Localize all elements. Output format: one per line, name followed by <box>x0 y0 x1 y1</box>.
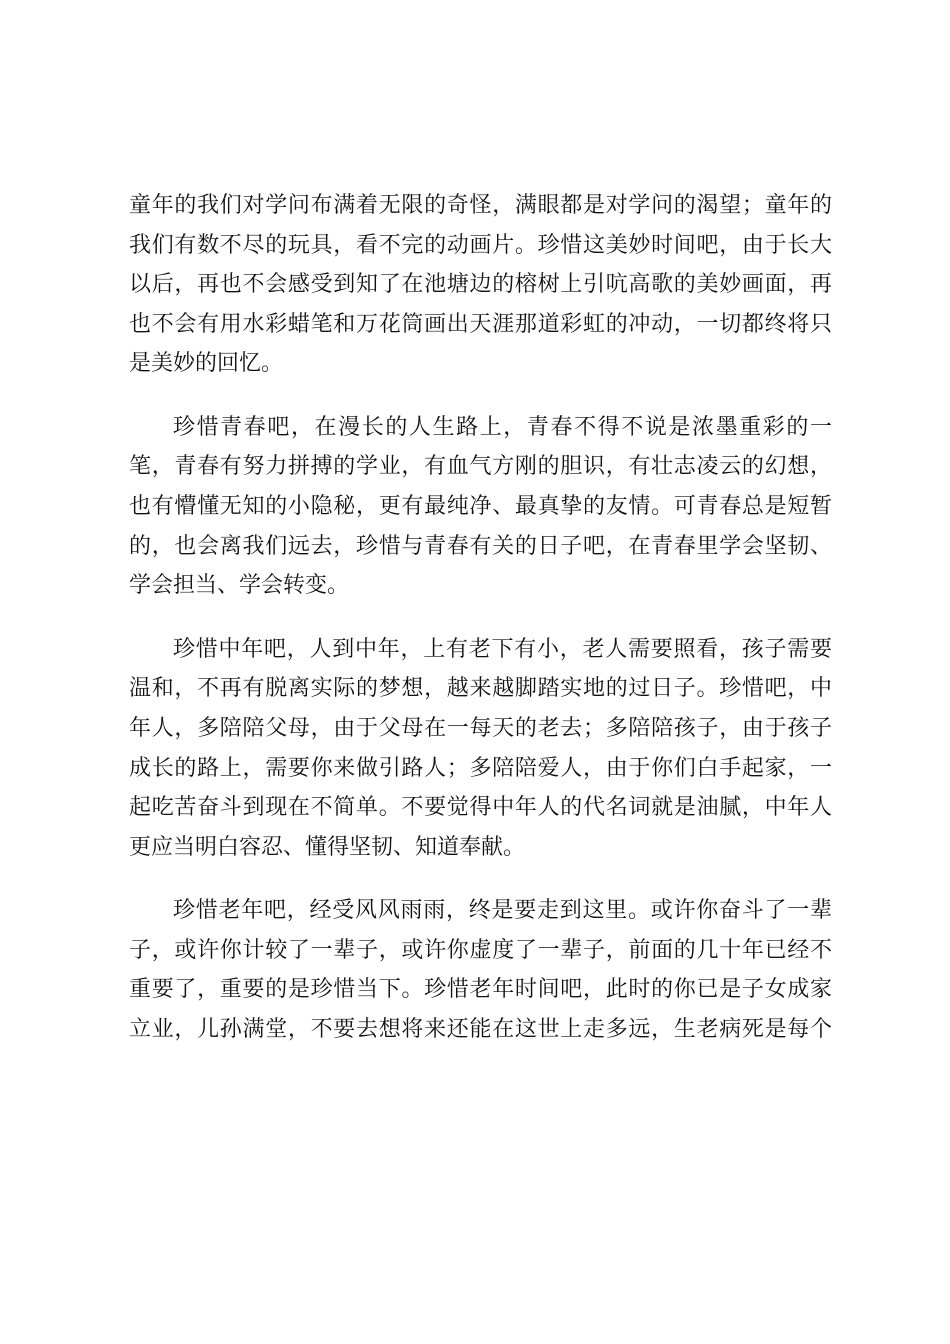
text-line: 也不会有用水彩蜡笔和万花筒画出天涯那道彩虹的冲动，一切都终将只 <box>129 311 832 337</box>
text-line: 年人，多陪陪父母，由于父母在一每天的老去；多陪陪孩子，由于孩子 <box>129 715 832 741</box>
text-line: 重要了，重要的是珍惜当下。珍惜老年时间吧，此时的你已是子女成家 <box>129 977 832 1003</box>
text-line: 珍惜中年吧，人到中年，上有老下有小，老人需要照看，孩子需要 <box>173 636 832 662</box>
text-line: 珍惜老年吧，经受风风雨雨，终是要走到这里。或许你奋斗了一辈 <box>173 898 832 924</box>
document-body <box>129 186 832 1050</box>
text-line: 更应当明白容忍、懂得坚韧、知道奉献。 <box>129 834 526 860</box>
text-line: 学会担当、学会转变。 <box>129 573 350 599</box>
text-line: 子，或许你计较了一辈子，或许你虚度了一辈子，前面的几十年已经不 <box>129 937 832 963</box>
text-line: 成长的路上，需要你来做引路人；多陪陪爱人，由于你们白手起家，一 <box>129 755 832 781</box>
paragraph-youth <box>129 408 832 606</box>
text-line: 的，也会离我们远去，珍惜与青春有关的日子吧，在青春里学会坚韧、 <box>129 533 832 559</box>
text-line: 童年的我们对学问布满着无限的奇怪，满眼都是对学问的渴望；童年的 <box>129 193 832 218</box>
text-line: 也有懵懂无知的小隐秘，更有最纯净、最真挚的友情。可青春总是短暂 <box>129 494 832 520</box>
paragraph-old-age <box>129 891 832 1049</box>
text-line: 珍惜青春吧，在漫长的人生路上，青春不得不说是浓墨重彩的一 <box>173 414 832 440</box>
text-line: 以后，再也不会感受到知了在池塘边的榕树上引吭高歌的美妙画面，再 <box>129 272 832 298</box>
paragraph-middle-age <box>129 630 832 868</box>
text-line: 笔，青春有努力拼搏的学业，有血气方刚的胆识，有壮志凌云的幻想， <box>129 454 832 480</box>
text-line: 起吃苦奋斗到现在不简单。不要觉得中年人的代名词就是油腻，中年人 <box>129 795 832 821</box>
paragraph-childhood <box>129 186 832 384</box>
text-line: 我们有数不尽的玩具，看不完的动画片。珍惜这美妙时间吧，由于长大 <box>129 232 832 258</box>
text-line: 立业，儿孙满堂，不要去想将来还能在这世上走多远，生老病死是每个 <box>129 1016 832 1042</box>
text-line: 温和，不再有脱离实际的梦想，越来越脚踏实地的过日子。珍惜吧，中 <box>129 676 832 702</box>
text-line: 是美妙的回忆。 <box>129 351 284 377</box>
